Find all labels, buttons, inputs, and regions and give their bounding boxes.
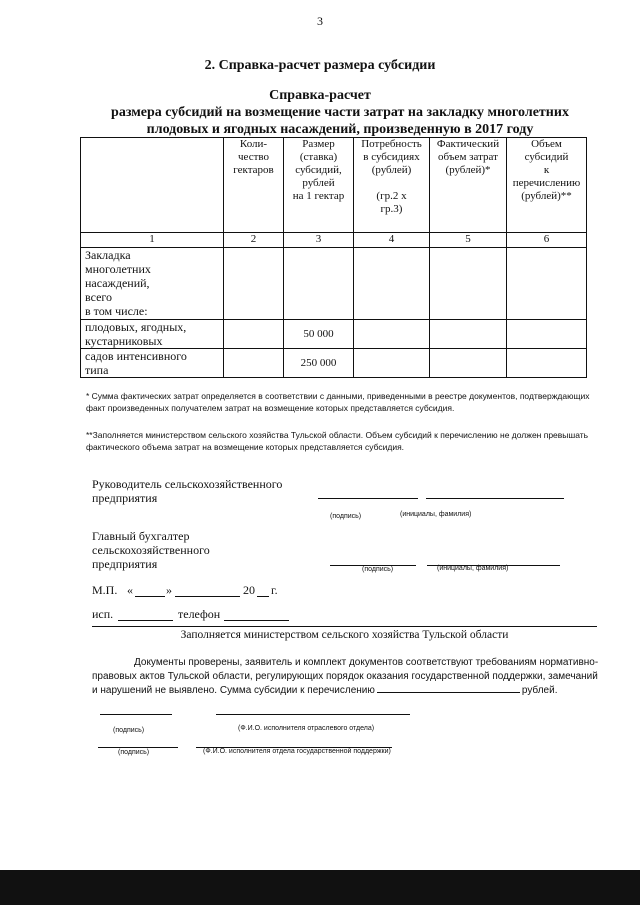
date-open-quote: « (127, 583, 133, 597)
support-signature-caption: (подпись) (118, 749, 150, 756)
ministry-fill-label: Заполняется министерством сельского хозяйства Тульской области (180, 629, 509, 641)
date-year-suffix: г. (271, 583, 278, 597)
verification-text (92, 656, 602, 698)
column-number: 4 (354, 233, 430, 248)
verification-line-1: Документы проверены, заявитель и комплект документов соответствуют требованиям нормативно- (134, 657, 599, 668)
column-number: 5 (430, 233, 507, 248)
page-number: 3 (317, 14, 323, 28)
date-day-line (135, 596, 165, 597)
accountant-label: Главный бухгалтер сельскохозяйственного предприятия (92, 529, 210, 571)
table-row (81, 248, 587, 320)
table-cell (354, 320, 430, 349)
performer-label: исп. (92, 607, 114, 621)
table-cell (507, 248, 587, 320)
date-close-quote: » (166, 583, 172, 597)
section-title: 2. Справка-расчет размера субсидии (204, 58, 436, 73)
scan-bottom-border (0, 870, 640, 905)
column-number: 1 (81, 233, 224, 248)
subsidy-amount-line (377, 692, 520, 693)
header-cell (81, 138, 224, 233)
verification-line-3 (92, 684, 602, 698)
subsidy-table (80, 137, 587, 378)
footnote-ministry: **Заполняется министерством сельского хозяйства Тульской области. Объем субсидий к перечислению не должен превышать фактического объема затрат на возмещение которых представляется субсидия. (86, 430, 589, 452)
table-cell (507, 349, 587, 378)
sector-signature-line (100, 714, 172, 715)
accountant-initials-caption: (инициалы, фамилия) (437, 565, 509, 572)
row-label: Закладка многолетних насаждений, всего в том числе: (81, 248, 224, 320)
table-cell (224, 349, 284, 378)
header-cell: Потребность в субсидиях (рублей) (гр.2 х гр.3) (354, 138, 430, 233)
column-number-row (81, 233, 587, 248)
head-signature-caption: (подпись) (330, 513, 362, 520)
sector-fio-line (216, 714, 410, 715)
table-cell (354, 248, 430, 320)
phone-line (224, 620, 289, 621)
subtitle-line-1: размера субсидий на возмещение части затрат на закладку многолетних (111, 105, 569, 120)
footnote-actual-costs: * Сумма фактических затрат определяется в соответствии с данными, приведенными в реестре документов, подтверждающих факт произведенных получателем затрат на возмещение которых представляется субсидия. (86, 391, 590, 413)
date-year-prefix: 20 (243, 583, 255, 597)
performer-line (118, 620, 173, 621)
document-subtitle (60, 104, 620, 138)
subtitle-line-2: плодовых и ягодных насаждений, произведенную в 2017 году (146, 122, 534, 137)
sector-signature-caption: (подпись) (113, 727, 145, 734)
head-label: Руководитель сельскохозяйственного предприятия (92, 477, 283, 505)
section-divider (92, 626, 597, 627)
rate-cell (284, 248, 354, 320)
row-label: плодовых, ягодных, кустарниковых (81, 320, 224, 349)
date-year-line (257, 596, 269, 597)
table-cell (224, 320, 284, 349)
table-cell (354, 349, 430, 378)
table-row (81, 320, 587, 349)
table-header-row (81, 138, 587, 233)
stamp-label: М.П. (92, 583, 118, 597)
table-row (81, 349, 587, 378)
column-number: 6 (507, 233, 587, 248)
header-cell: Объем субсидий к перечислению (рублей)** (507, 138, 587, 233)
head-signature-line (318, 498, 418, 499)
table-cell (224, 248, 284, 320)
accountant-signature-caption: (подпись) (362, 566, 394, 573)
column-number: 2 (224, 233, 284, 248)
verification-line-3-text: и нарушений не выявлено. Сумма субсидии к перечислению (92, 685, 375, 696)
document-title: Справка-расчет (269, 88, 371, 103)
verification-line-2: правовых актов Тульской области, регулирующих порядок оказания государственной поддержки, замечаний (92, 671, 598, 682)
column-number: 3 (284, 233, 354, 248)
rate-cell: 50 000 (284, 320, 354, 349)
rubles-label: рублей. (521, 685, 558, 696)
head-initials-caption: (инициалы, фамилия) (400, 511, 472, 518)
row-label: садов интенсивного типа (81, 349, 224, 378)
support-fio-caption: (Ф.И.О. исполнителя отдела государственной поддержки) (203, 748, 391, 755)
date-month-line (175, 596, 240, 597)
phone-label: телефон (178, 607, 221, 621)
support-signature-line (98, 747, 178, 748)
head-initials-line (426, 498, 564, 499)
table-cell (430, 320, 507, 349)
rate-cell: 250 000 (284, 349, 354, 378)
header-cell: Размер (ставка) субсидий, рублей на 1 гектар (284, 138, 354, 233)
table-cell (430, 349, 507, 378)
table-cell (507, 320, 587, 349)
table-cell (430, 248, 507, 320)
sector-fio-caption: (Ф.И.О. исполнителя отраслевого отдела) (238, 725, 375, 732)
header-cell: Коли- чество гектаров (224, 138, 284, 233)
header-cell: Фактический объем затрат (рублей)* (430, 138, 507, 233)
